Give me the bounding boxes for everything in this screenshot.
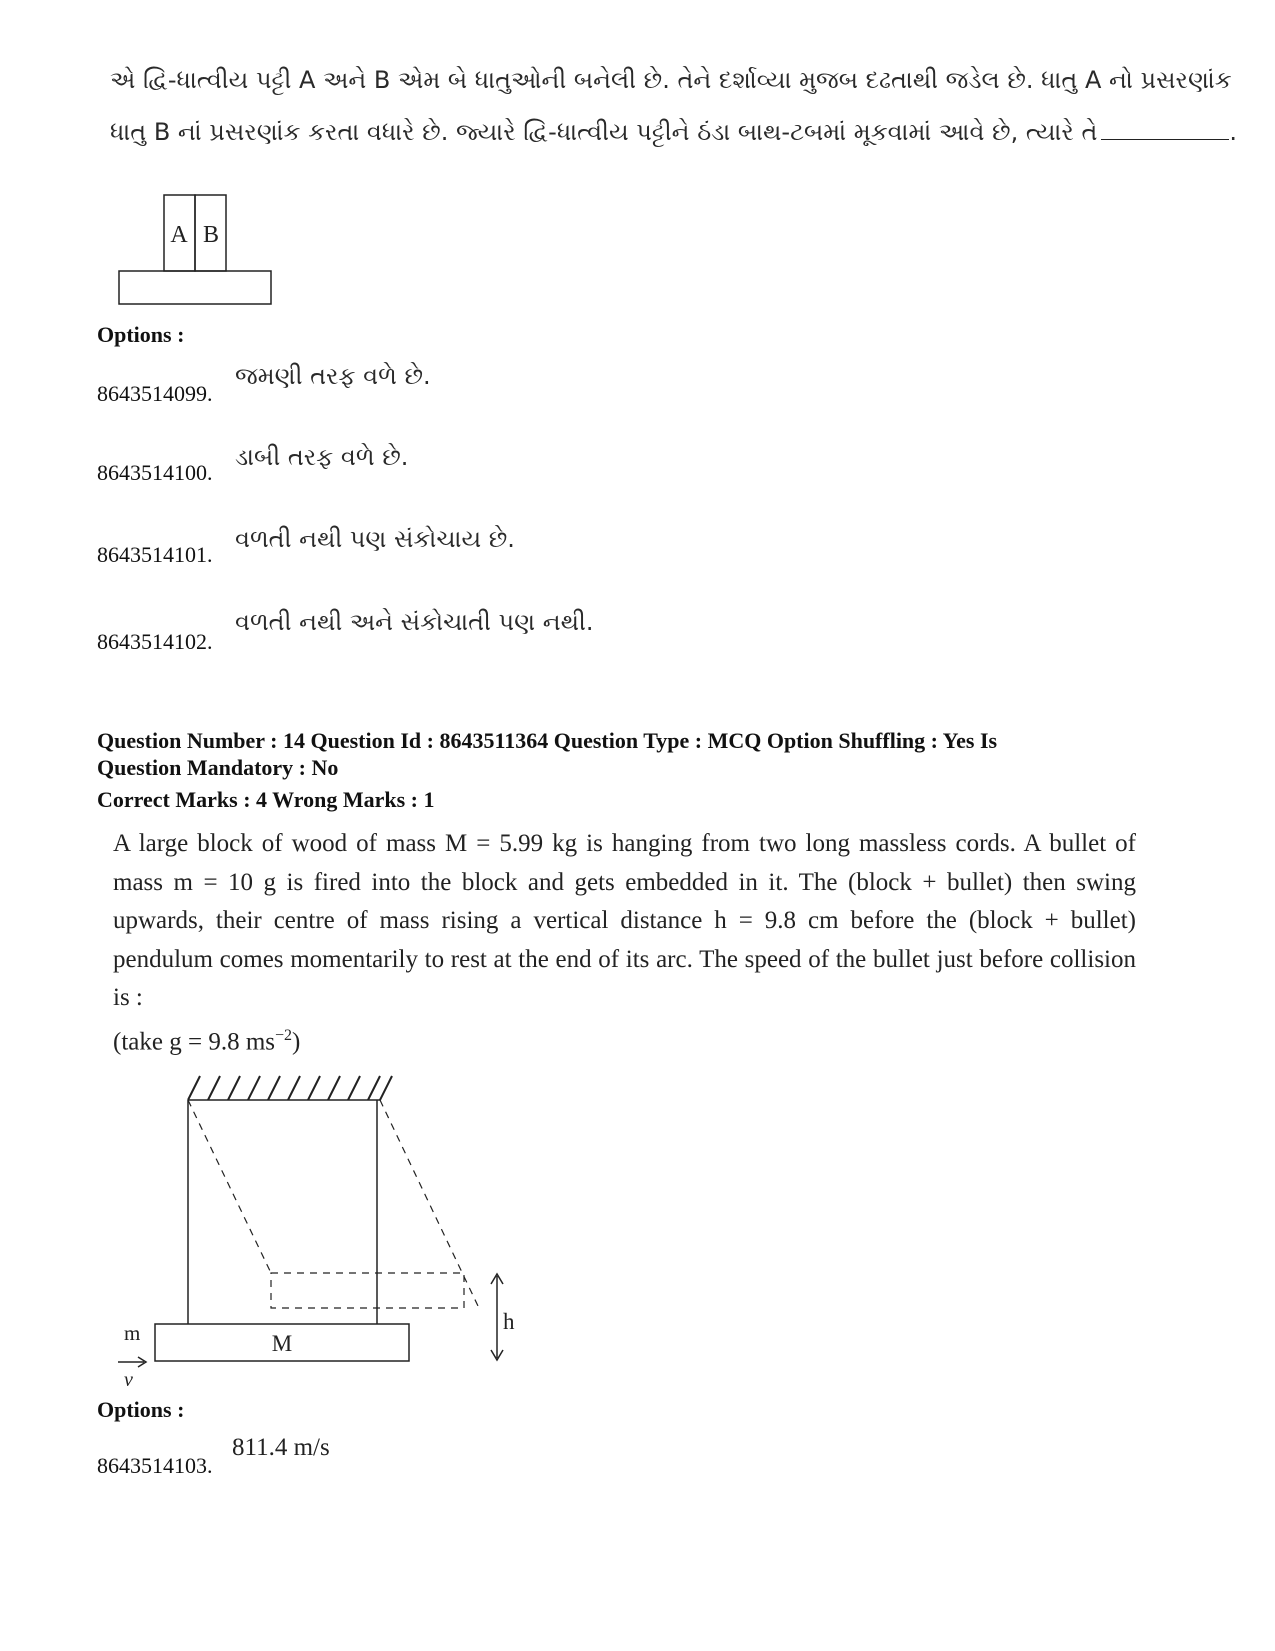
take-prefix: (take g = 9.8 ms — [113, 1028, 275, 1056]
take-exponent: −2 — [275, 1027, 293, 1044]
option-id: 8643514099. — [97, 381, 213, 406]
question-body: A large block of wood of mass M = 5.99 kg is hanging from two long massless cords. A bullet of mass m = 10 g is fired into the block and gets embedded in it. The (block + bullet) then swing upwards, their centre of mass rising a vertical distance h = 9.8 cm before the (block + bullet) pendulum comes momentarily to rest at the end of its arc. The speed of the bullet just before collision is : — [113, 830, 1136, 1011]
question-marks: Correct Marks : 4 Wrong Marks : 1 — [97, 787, 435, 812]
label-big-m: M — [271, 1331, 293, 1356]
strip-base — [119, 271, 271, 304]
q13-text-line2 — [110, 118, 1237, 146]
ballistic-pendulum-diagram — [110, 1068, 540, 1398]
label-b: B — [202, 222, 220, 248]
question-meta-line1: Question Number : 14 Question Id : 8643511364 Question Type : MCQ Option Shuffling : Yes Is — [97, 728, 998, 753]
label-a: A — [170, 222, 188, 248]
option-id: 8643514100. — [97, 460, 213, 485]
option-text: જમણી તરફ વળે છે. — [235, 362, 431, 390]
displaced-left-cord — [188, 1100, 271, 1273]
q13-text-line2-content: ધાતુ B નાં પ્રસરણાંક કરતા વધારે છે. જ્યારે દ્વિ-ધાત્વીય પટ્ટીને ઠંડા બાથ-ટબમાં મૂકવામાં આવે છે, ત્યારે તે — [110, 118, 1098, 146]
answer-blank — [1101, 121, 1229, 140]
ceiling-hatch — [188, 1076, 392, 1100]
option-text: ડાબી તરફ વળે છે. — [235, 443, 409, 471]
label-small-m: m — [124, 1321, 141, 1345]
label-v: v — [124, 1369, 133, 1391]
q13-text-line1: એ દ્વિ-ધાત્વીય પટ્ટી A અને B એમ બે ધાતુઓની બનેલી છે. તેને દર્શાવ્યા મુજબ દઢતાથી જડેલ છે. ધાતુ A નો પ્રસરણાંક — [110, 66, 1232, 94]
option-id: 8643514101. — [97, 542, 213, 567]
option-text: 811.4 m/s — [232, 1434, 330, 1461]
take-g-note — [113, 1017, 300, 1062]
q14-options-heading: Options : — [97, 1397, 185, 1422]
question-meta-line2: Question Mandatory : No — [97, 755, 339, 780]
option-id: 8643514102. — [97, 629, 213, 654]
displaced-right-cord — [380, 1100, 478, 1306]
option-text: વળતી નથી પણ સંકોચાય છે. — [235, 525, 515, 553]
label-h: h — [503, 1309, 515, 1334]
option-id: 8643514103. — [97, 1453, 213, 1478]
displaced-block — [271, 1273, 464, 1308]
q13-options-heading: Options : — [97, 322, 185, 347]
take-suffix: ) — [292, 1028, 301, 1056]
bimetallic-strip-diagram — [112, 190, 282, 315]
q13-text-end: . — [1229, 118, 1238, 146]
option-text: વળતી નથી અને સંકોચાતી પણ નથી. — [235, 608, 594, 636]
